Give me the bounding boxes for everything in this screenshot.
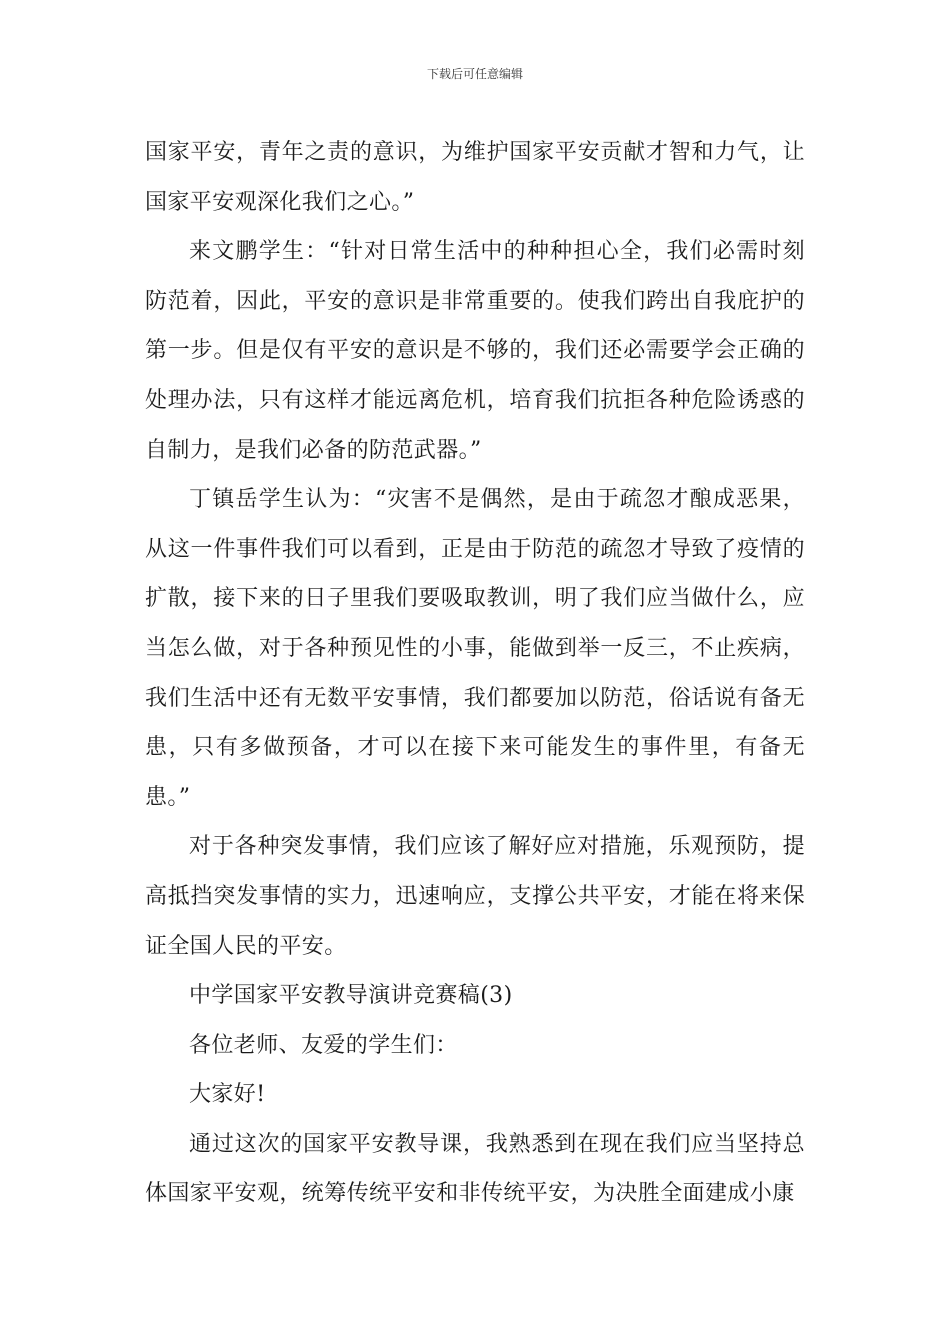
paragraph-4: 对于各种突发事情，我们应该了解好应对措施，乐观预防，提高抵挡突发事情的实力，迅速响应，支撑公共平安，才能在将来保证全国人民的平安。 [145,834,805,959]
document-body [145,128,805,1219]
paragraph-3: 丁镇岳学生认为：“灾害不是偶然，是由于疏忽才酿成恶果，从这一件事件我们可以看到，正是由于防范的疏忽才导致了疫情的扩散，接下来的日子里我们要吸取教训，明了我们应当做什么，应当怎么做，对于各种预见性的小事，能做到举一反三，不止疾病，我们生活中还有无数平安事情，我们都要加以防范，俗话说有备无患，只有多做预备，才可以在接下来可能发生的事件里，有备无患。” [145,487,805,810]
section-title: 中学国家平安教导演讲竞赛稿(3) [189,983,513,1009]
greeting: 大家好! [189,1082,266,1108]
page-header: 下载后可任意编辑 [426,67,523,81]
paragraph-5: 通过这次的国家平安教导课，我熟悉到在现在我们应当坚持总体国家平安观，统筹传统平安和非传统平安，为决胜全面建成小康 [145,1131,805,1207]
paragraph-1: 国家平安，青年之责的意识，为维护国家平安贡献才智和力气，让国家平安观深化我们之心。” [145,140,805,215]
paragraph-2: 来文鹏学生：“针对日常生活中的种种担心全，我们必需时刻防范着，因此，平安的意识是非常重要的。使我们跨出自我庇护的第一步。但是仅有平安的意识是不够的，我们还必需要学会正确的处理办法，只有这样才能远离危机，培育我们抗拒各种危险诱惑的自制力，是我们必备的防范武器。” [145,239,805,463]
salutation: 各位老师、友爱的学生们： [189,1032,458,1058]
